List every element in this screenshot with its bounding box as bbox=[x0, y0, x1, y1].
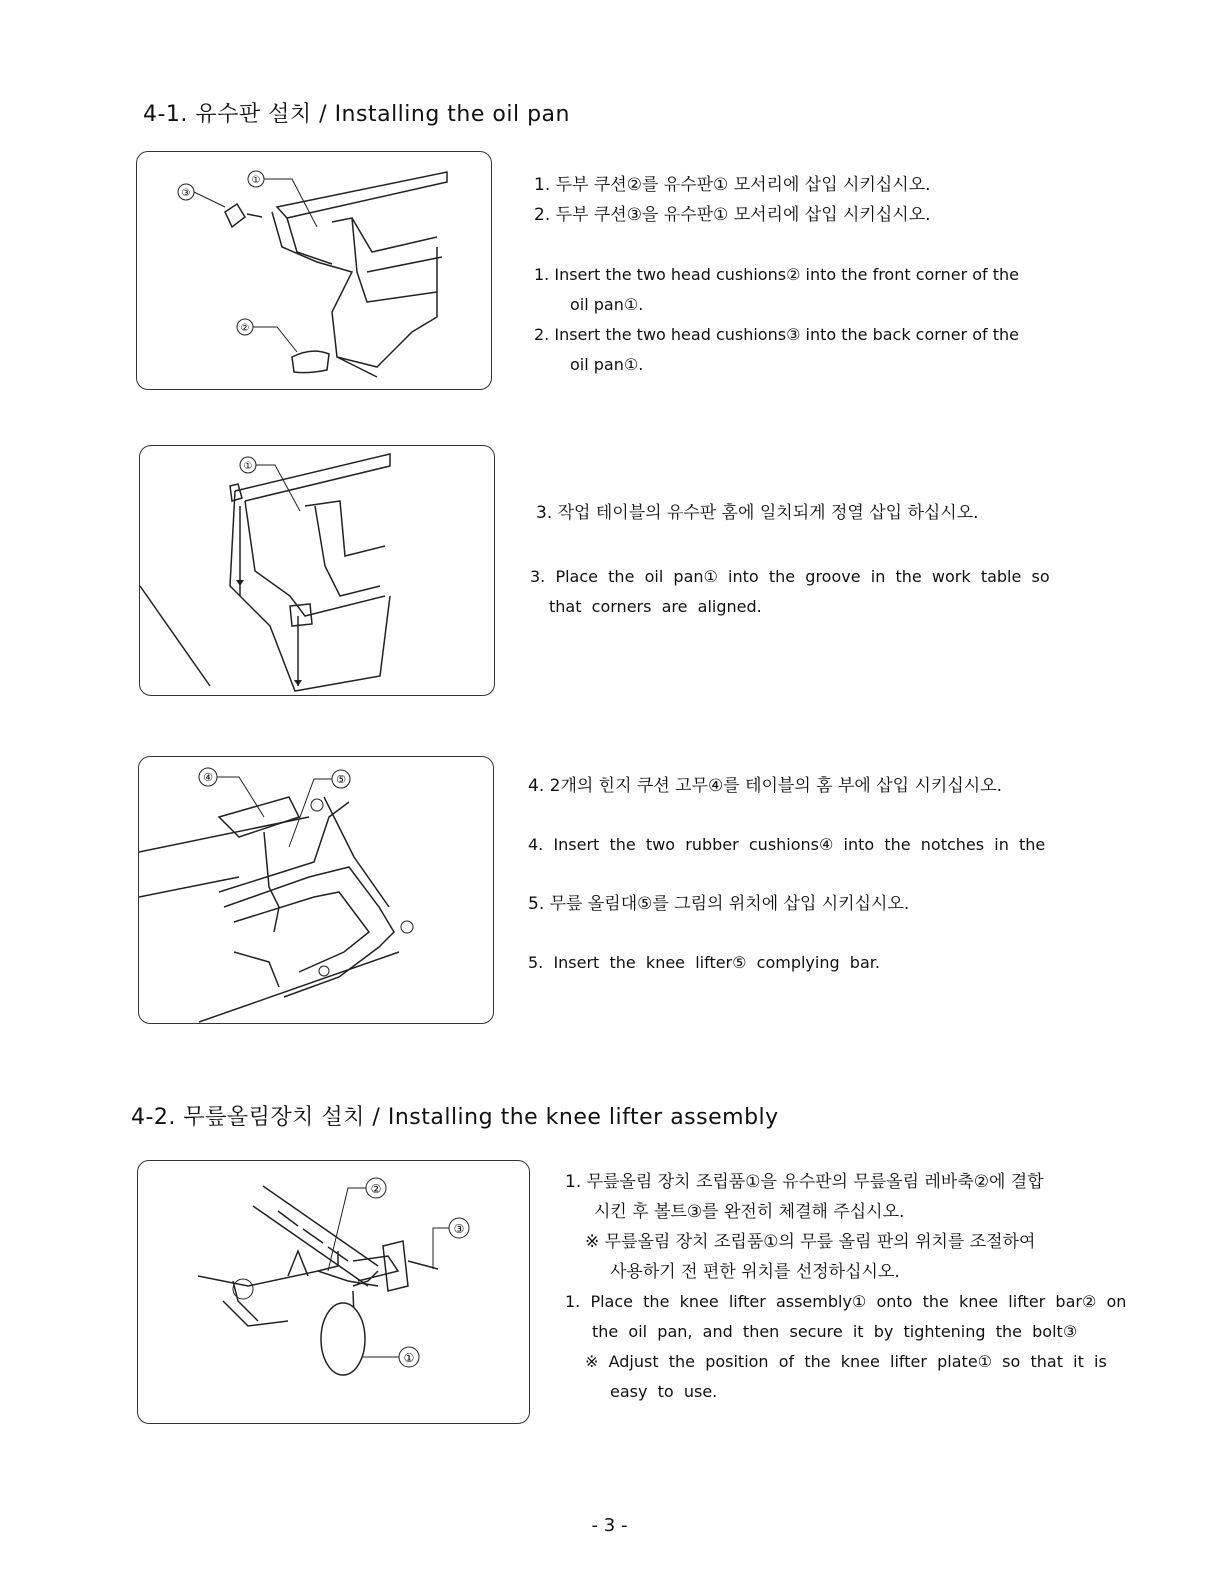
oil-pan-groove-drawing bbox=[140, 446, 494, 695]
step-a-en-1b: oil pan①. bbox=[570, 295, 644, 314]
figure-knee-lifter bbox=[137, 1160, 530, 1424]
callout-3: ③ bbox=[453, 1222, 465, 1236]
step-c-ko-5: 5. 무릎 올림대⑤를 그림의 위치에 삽입 시키십시오. bbox=[528, 894, 910, 914]
callout-1: ① bbox=[243, 461, 253, 472]
step-b-ko-3: 3. 작업 테이블의 유수판 홈에 일치되게 정열 삽입 하십시오. bbox=[536, 503, 979, 523]
step-c-ko-4: 4. 2개의 힌지 쿠션 고무④를 테이블의 홈 부에 삽입 시키십시오. bbox=[528, 776, 1003, 796]
step-b-en bbox=[530, 562, 1050, 622]
figure-hinge-cushions bbox=[138, 756, 494, 1024]
knee-ko-1: 1. 무릎올림 장치 조립품①을 유수판의 무릎올림 레바축②에 결합 bbox=[565, 1172, 1044, 1192]
figure-oil-pan-cushions bbox=[136, 151, 492, 390]
step-c-en-4: 4. Insert the two rubber cushions④ into the notches in the bbox=[528, 835, 1046, 854]
knee-ko-note-b: 사용하기 전 편한 위치를 선정하십시오. bbox=[610, 1262, 900, 1282]
step-a-en-1: 1. Insert the two head cushions② into the front corner of the bbox=[534, 265, 1020, 284]
knee-en-1: 1. Place the knee lifter assembly① onto the knee lifter bar② on bbox=[565, 1292, 1127, 1311]
callout-4: ④ bbox=[203, 771, 213, 784]
hinge-cushion-drawing bbox=[139, 757, 493, 1023]
knee-lifter-drawing bbox=[138, 1161, 529, 1423]
step-c-text bbox=[528, 771, 1088, 978]
callout-2: ② bbox=[370, 1182, 382, 1196]
figure-oil-pan-groove bbox=[139, 445, 495, 696]
step-a-ko-1: 1. 두부 쿠션②를 유수판① 모서리에 삽입 시키십시오. bbox=[534, 175, 931, 195]
step-b-en-3b: that corners are aligned. bbox=[549, 597, 762, 616]
knee-lifter-text bbox=[565, 1167, 1127, 1407]
knee-en-note: ※ Adjust the position of the knee lifter plate① so that it is bbox=[585, 1352, 1107, 1371]
callout-1: ① bbox=[403, 1351, 415, 1365]
page-number: - 3 - bbox=[591, 1515, 628, 1536]
step-b-en-3: 3. Place the oil pan① into the groove in the work table so bbox=[530, 567, 1050, 586]
knee-en-note-b: easy to use. bbox=[610, 1382, 718, 1401]
knee-ko-note: ※ 무릎올림 장치 조립품①의 무릎 올림 판의 위치를 조절하여 bbox=[585, 1232, 1036, 1252]
section-title-oil-pan: 4-1. 유수판 설치 / Installing the oil pan bbox=[143, 102, 570, 127]
oil-pan-cushion-drawing bbox=[137, 152, 491, 389]
step-a-ko-2: 2. 두부 쿠션③을 유수판① 모서리에 삽입 시키십시오. bbox=[534, 205, 931, 225]
step-b-text bbox=[536, 498, 1016, 528]
callout-2: ② bbox=[240, 323, 250, 334]
step-c-en-5: 5. Insert the knee lifter⑤ complying bar. bbox=[528, 953, 880, 972]
callout-5: ⑤ bbox=[336, 773, 346, 786]
callout-3: ③ bbox=[181, 188, 191, 199]
step-a-en-2: 2. Insert the two head cushions③ into the back corner of the bbox=[534, 325, 1019, 344]
step-a-text bbox=[534, 170, 1080, 380]
knee-en-1b: the oil pan, and then secure it by tightening the bolt③ bbox=[592, 1322, 1078, 1341]
section-title-knee-lifter: 4-2. 무릎올림장치 설치 / Installing the knee lifter assembly bbox=[131, 1105, 779, 1130]
step-a-en-2b: oil pan①. bbox=[570, 355, 644, 374]
callout-1: ① bbox=[251, 175, 261, 186]
knee-ko-1b: 시킨 후 볼트③를 완전히 체결해 주십시오. bbox=[594, 1202, 905, 1222]
